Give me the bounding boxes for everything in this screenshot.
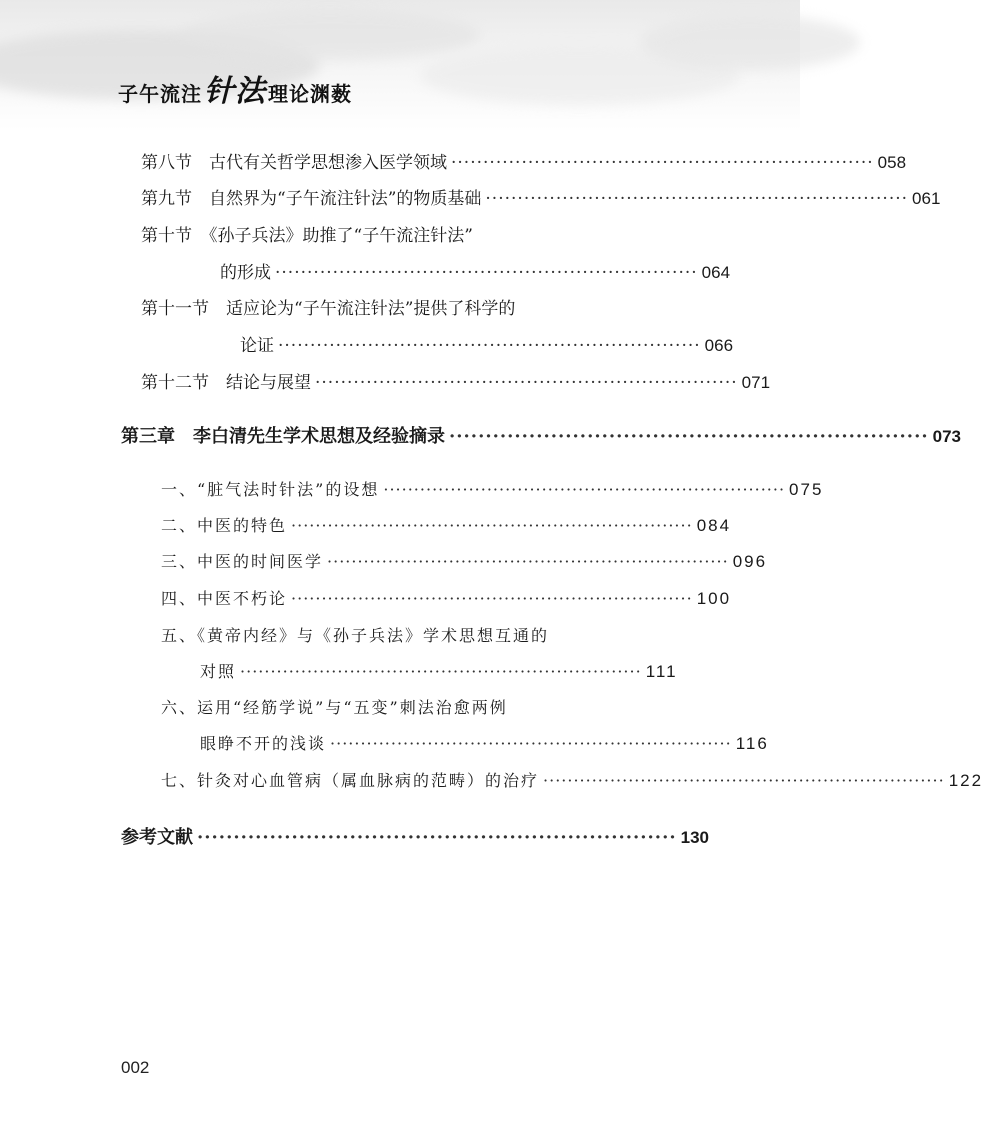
toc-entry-label-continued: 论证 — [240, 336, 274, 356]
toc-chapter-label: 参考文献 — [121, 827, 193, 848]
toc-entry-label: 第十二节 结论与展望 — [141, 373, 311, 393]
dot-leader: ·································································· — [278, 336, 701, 356]
dot-leader: ·································································· — [275, 263, 698, 283]
toc-entry-label-continued: 眼睁不开的浅谈 — [200, 734, 327, 753]
dot-leader: ·································································· — [327, 552, 729, 571]
dot-leader: ·································································· — [197, 827, 677, 848]
toc-page-number: 061 — [912, 189, 941, 208]
dot-leader: ·································································· — [315, 373, 738, 393]
title-calligraphy: 针法 — [204, 74, 266, 109]
toc-page-number: 071 — [741, 373, 771, 392]
title-prefix: 子午流注 — [118, 82, 202, 106]
toc-entry-label: 第八节 古代有关哲学思想渗入医学领域 — [141, 153, 447, 173]
running-head-title — [118, 66, 352, 110]
toc-entry-label: 一、“脏气法时针法”的设想 — [161, 480, 380, 499]
dot-leader: ·································································· — [543, 771, 945, 790]
toc-page-number: 111 — [645, 662, 678, 681]
dot-leader: ·································································· — [449, 426, 929, 447]
toc-entry[interactable] — [240, 331, 734, 356]
toc-entry-label: 第十节 《孙子兵法》助推了“子午流注针法” — [141, 226, 473, 246]
toc-entry[interactable] — [141, 368, 771, 393]
toc-entry-label: 六、运用“经筋学说”与“五变”刺法治愈两例 — [161, 698, 508, 717]
toc-chapter-entry[interactable] — [121, 823, 709, 849]
toc-entry[interactable] — [161, 768, 983, 791]
toc-chapter-label: 第三章 李白清先生学术思想及经验摘录 — [121, 426, 445, 447]
toc-entry-label: 四、中医不朽论 — [161, 589, 288, 608]
toc-entry-label: 第十一节 适应论为“子午流注针法”提供了科学的 — [141, 299, 516, 319]
dot-leader: ·································································· — [291, 589, 693, 608]
toc-entry[interactable] — [161, 477, 824, 500]
page-header — [0, 0, 800, 130]
toc-entry-label: 七、针灸对心血管病（属血脉病的范畴）的治疗 — [161, 771, 540, 790]
toc-page-number: 100 — [696, 589, 732, 608]
toc-page-number: 066 — [704, 336, 734, 355]
toc-page-number: 075 — [789, 480, 824, 499]
toc-entry-label-continued: 的形成 — [220, 263, 271, 283]
toc-page-number: 116 — [735, 734, 769, 753]
toc-page-number: 096 — [732, 552, 768, 571]
ink-mist-decoration — [640, 15, 860, 70]
toc-entry[interactable] — [200, 731, 769, 754]
toc-page-number: 122 — [948, 771, 983, 790]
dot-leader: ·································································· — [330, 734, 732, 753]
toc-chapter-entry[interactable] — [121, 422, 961, 448]
toc-entry-label: 三、中医的时间医学 — [161, 552, 324, 571]
page-number: 002 — [121, 1058, 150, 1077]
toc-entry[interactable] — [161, 513, 732, 536]
toc-entry-label: 五、《黄帝内经》与《孙子兵法》学术思想互通的 — [161, 626, 550, 645]
toc-entry-label: 第九节 自然界为“子午流注针法”的物质基础 — [141, 189, 482, 209]
dot-leader: ·································································· — [291, 516, 693, 535]
toc-page-number: 073 — [932, 427, 961, 446]
toc-page-number: 058 — [877, 153, 907, 172]
toc-entry[interactable] — [161, 549, 768, 572]
toc-entry[interactable] — [220, 258, 731, 283]
dot-leader: ·································································· — [451, 153, 874, 173]
toc-entry-label: 二、中医的特色 — [161, 516, 288, 535]
ink-mist-decoration — [180, 10, 480, 60]
dot-leader: ·································································· — [240, 662, 642, 681]
toc-entry[interactable] — [200, 659, 678, 682]
title-suffix: 理论渊薮 — [268, 82, 352, 106]
toc-page-number: 084 — [696, 516, 732, 535]
toc-page-number: 130 — [680, 828, 709, 847]
dot-leader: ·································································· — [383, 480, 786, 499]
toc-entry[interactable] — [161, 586, 732, 609]
toc-page-number: 064 — [701, 263, 731, 282]
toc-entry[interactable] — [141, 184, 941, 209]
toc-entry-label-continued: 对照 — [200, 662, 237, 681]
toc-entry[interactable] — [141, 148, 907, 173]
dot-leader: ·································································· — [485, 189, 909, 209]
